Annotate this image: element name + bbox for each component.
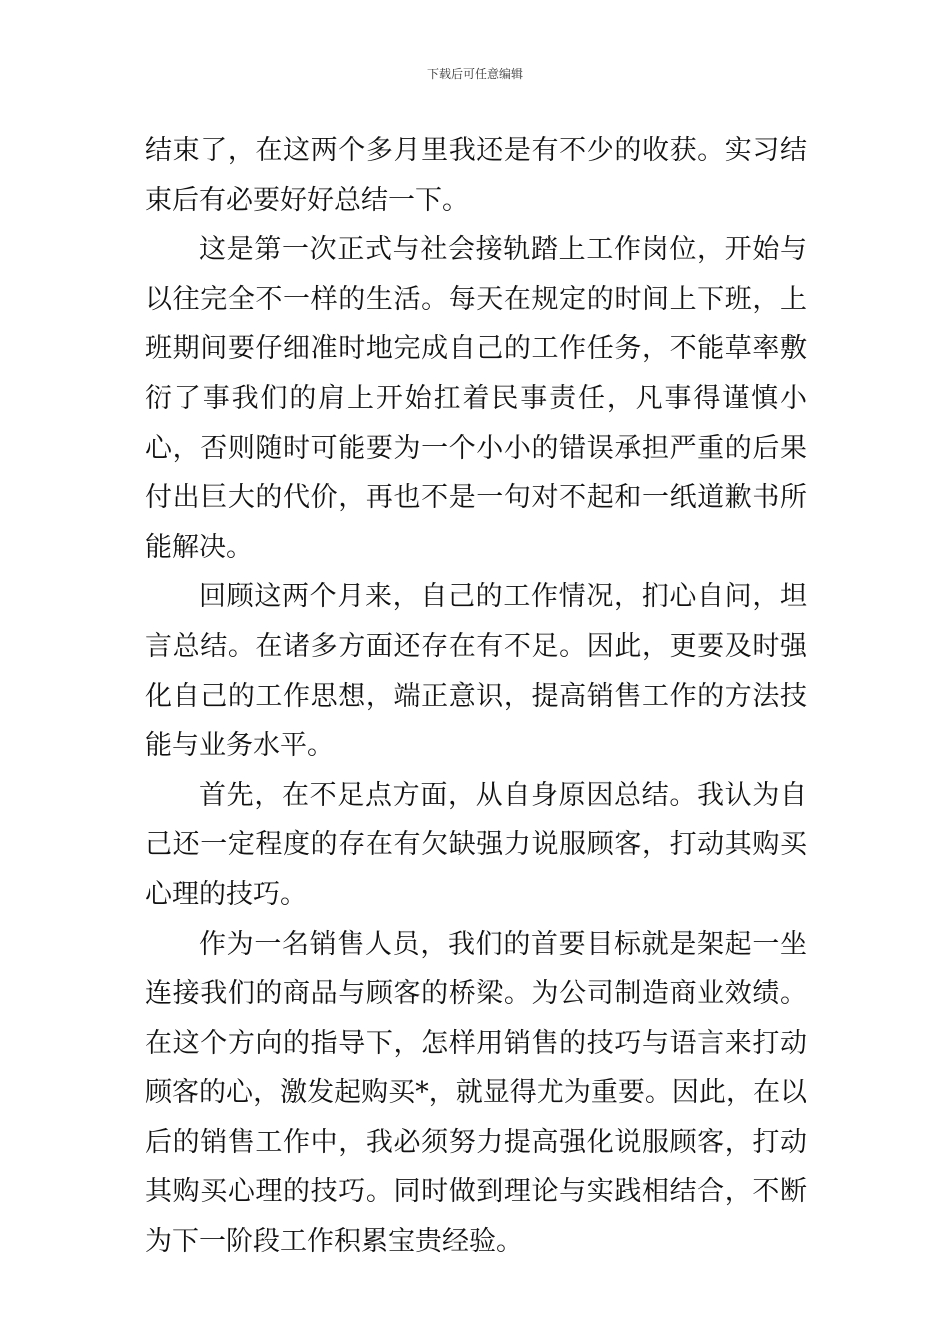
page-header: 下载后可任意编辑 — [426, 67, 523, 81]
paragraph-shortcomings: 首先，在不足点方面，从自身原因总结。我认为自己还一定程度的存在有欠缺强力说服顾客，打动其购买心理的技巧。 — [145, 779, 807, 910]
paragraph-first-job: 这是第一次正式与社会接轨踏上工作岗位，开始与以往完全不一样的生活。每天在规定的时间上下班，上班期间要仔细准时地完成自己的工作任务，不能草率敷衍了事我们的肩上开始扛着民事责任，凡事得谨慎小心，否则随时可能要为一个小小的错误承担严重的后果付出巨大的代价，再也不是一句对不起和一纸道歉书所能解决。 — [145, 234, 807, 563]
paragraph-review: 回顾这两个月来，自己的工作情况，扪心自问，坦言总结。在诸多方面还存在有不足。因此，更要及时强化自己的工作思想，端正意识，提高销售工作的方法技能与业务水平。 — [145, 581, 807, 762]
paragraph-sales-goal: 作为一名销售人员，我们的首要目标就是架起一坐连接我们的商品与顾客的桥梁。为公司制造商业效绩。在这个方向的指导下，怎样用销售的技巧与语言来打动顾客的心，激发起购买*，就显得尤为重要。因此，在以后的销售工作中，我必须努力提高强化说服顾客，打动其购买心理的技巧。同时做到理论与实践相结合，不断为下一阶段工作积累宝贵经验。 — [145, 928, 807, 1258]
document-body — [145, 126, 807, 1267]
paragraph-continuation: 结束了，在这两个多月里我还是有不少的收获。实习结束后有必要好好总结一下。 — [145, 135, 807, 216]
